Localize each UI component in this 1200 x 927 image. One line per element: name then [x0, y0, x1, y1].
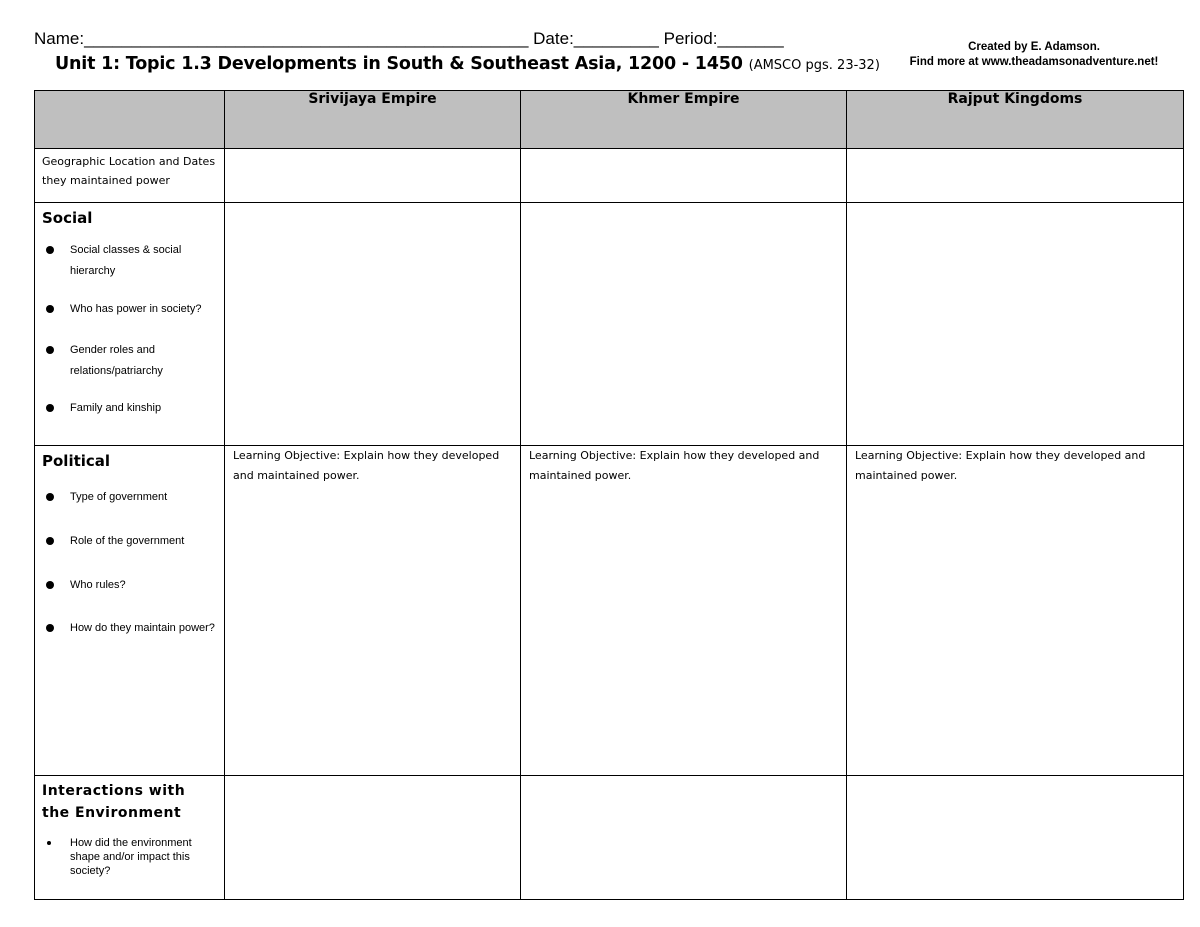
cell-geography-srivijaya[interactable]: [225, 149, 521, 203]
list-item: Who has power in society?: [42, 299, 217, 320]
cell-social-srivijaya[interactable]: [225, 203, 521, 446]
row-label-geography: [35, 149, 225, 203]
cell-social-khmer[interactable]: [521, 203, 847, 446]
cell-environment-rajput[interactable]: [847, 776, 1184, 900]
list-item: Social classes & social hierarchy: [42, 240, 217, 282]
social-bullets: [42, 240, 217, 419]
cell-environment-srivijaya[interactable]: [225, 776, 521, 900]
column-header-blank: [35, 91, 225, 149]
political-bullets: [42, 487, 217, 639]
cell-geography-khmer[interactable]: [521, 149, 847, 203]
row-label-political: [35, 446, 225, 776]
list-item: Who rules?: [42, 575, 217, 596]
list-item: Role of the government: [42, 531, 217, 552]
table-row-social: [35, 203, 1184, 446]
comparison-table: [34, 90, 1184, 900]
table-row-environment: [35, 776, 1184, 900]
worksheet-title: [55, 54, 880, 74]
table-row-political: [35, 446, 1184, 776]
political-heading: Political: [42, 452, 111, 470]
cell-political-srivijaya[interactable]: [225, 446, 521, 776]
column-header-srivijaya: Srivijaya Empire: [225, 91, 521, 149]
credit-website: Find more at www.theadamsonadventure.net!: [909, 56, 1159, 68]
list-item: How do they maintain power?: [42, 618, 217, 639]
list-item: Type of government: [42, 487, 217, 508]
cell-social-rajput[interactable]: [847, 203, 1184, 446]
title-source: (AMSCO pgs. 23-32): [748, 58, 880, 73]
table-row-geography: [35, 149, 1184, 203]
learning-objective-srivijaya: Learning Objective: Explain how they developed and maintained power.: [233, 449, 500, 482]
cell-political-khmer[interactable]: [521, 446, 847, 776]
column-header-khmer: Khmer Empire: [521, 91, 847, 149]
environment-bullets: [42, 836, 217, 878]
credit-author: Created by E. Adamson.: [968, 41, 1100, 53]
learning-objective-khmer: Learning Objective: Explain how they developed and maintained power.: [529, 449, 820, 482]
cell-political-rajput[interactable]: [847, 446, 1184, 776]
name-date-period-line: Name:_______________________________________________ Date:_________ Period:_______: [34, 29, 784, 48]
row-label-environment: [35, 776, 225, 900]
geography-label: Geographic Location and Dates they maintained power: [42, 155, 216, 187]
list-item: How did the environment shape and/or impact this society?: [42, 836, 217, 878]
cell-geography-rajput[interactable]: [847, 149, 1184, 203]
social-heading: Social: [42, 209, 93, 227]
title-text: Unit 1: Topic 1.3 Developments in South & Southeast Asia, 1200 - 1450: [55, 54, 743, 74]
environment-heading: Interactions with the Environment: [42, 783, 186, 821]
column-header-rajput: Rajput Kingdoms: [847, 91, 1184, 149]
list-item: Gender roles and relations/patriarchy: [42, 340, 217, 382]
credit-block: [868, 40, 1200, 70]
cell-environment-khmer[interactable]: [521, 776, 847, 900]
table-header-row: [35, 91, 1184, 149]
list-item: Family and kinship: [42, 398, 217, 419]
learning-objective-rajput: Learning Objective: Explain how they developed and maintained power.: [855, 449, 1146, 482]
row-label-social: [35, 203, 225, 446]
